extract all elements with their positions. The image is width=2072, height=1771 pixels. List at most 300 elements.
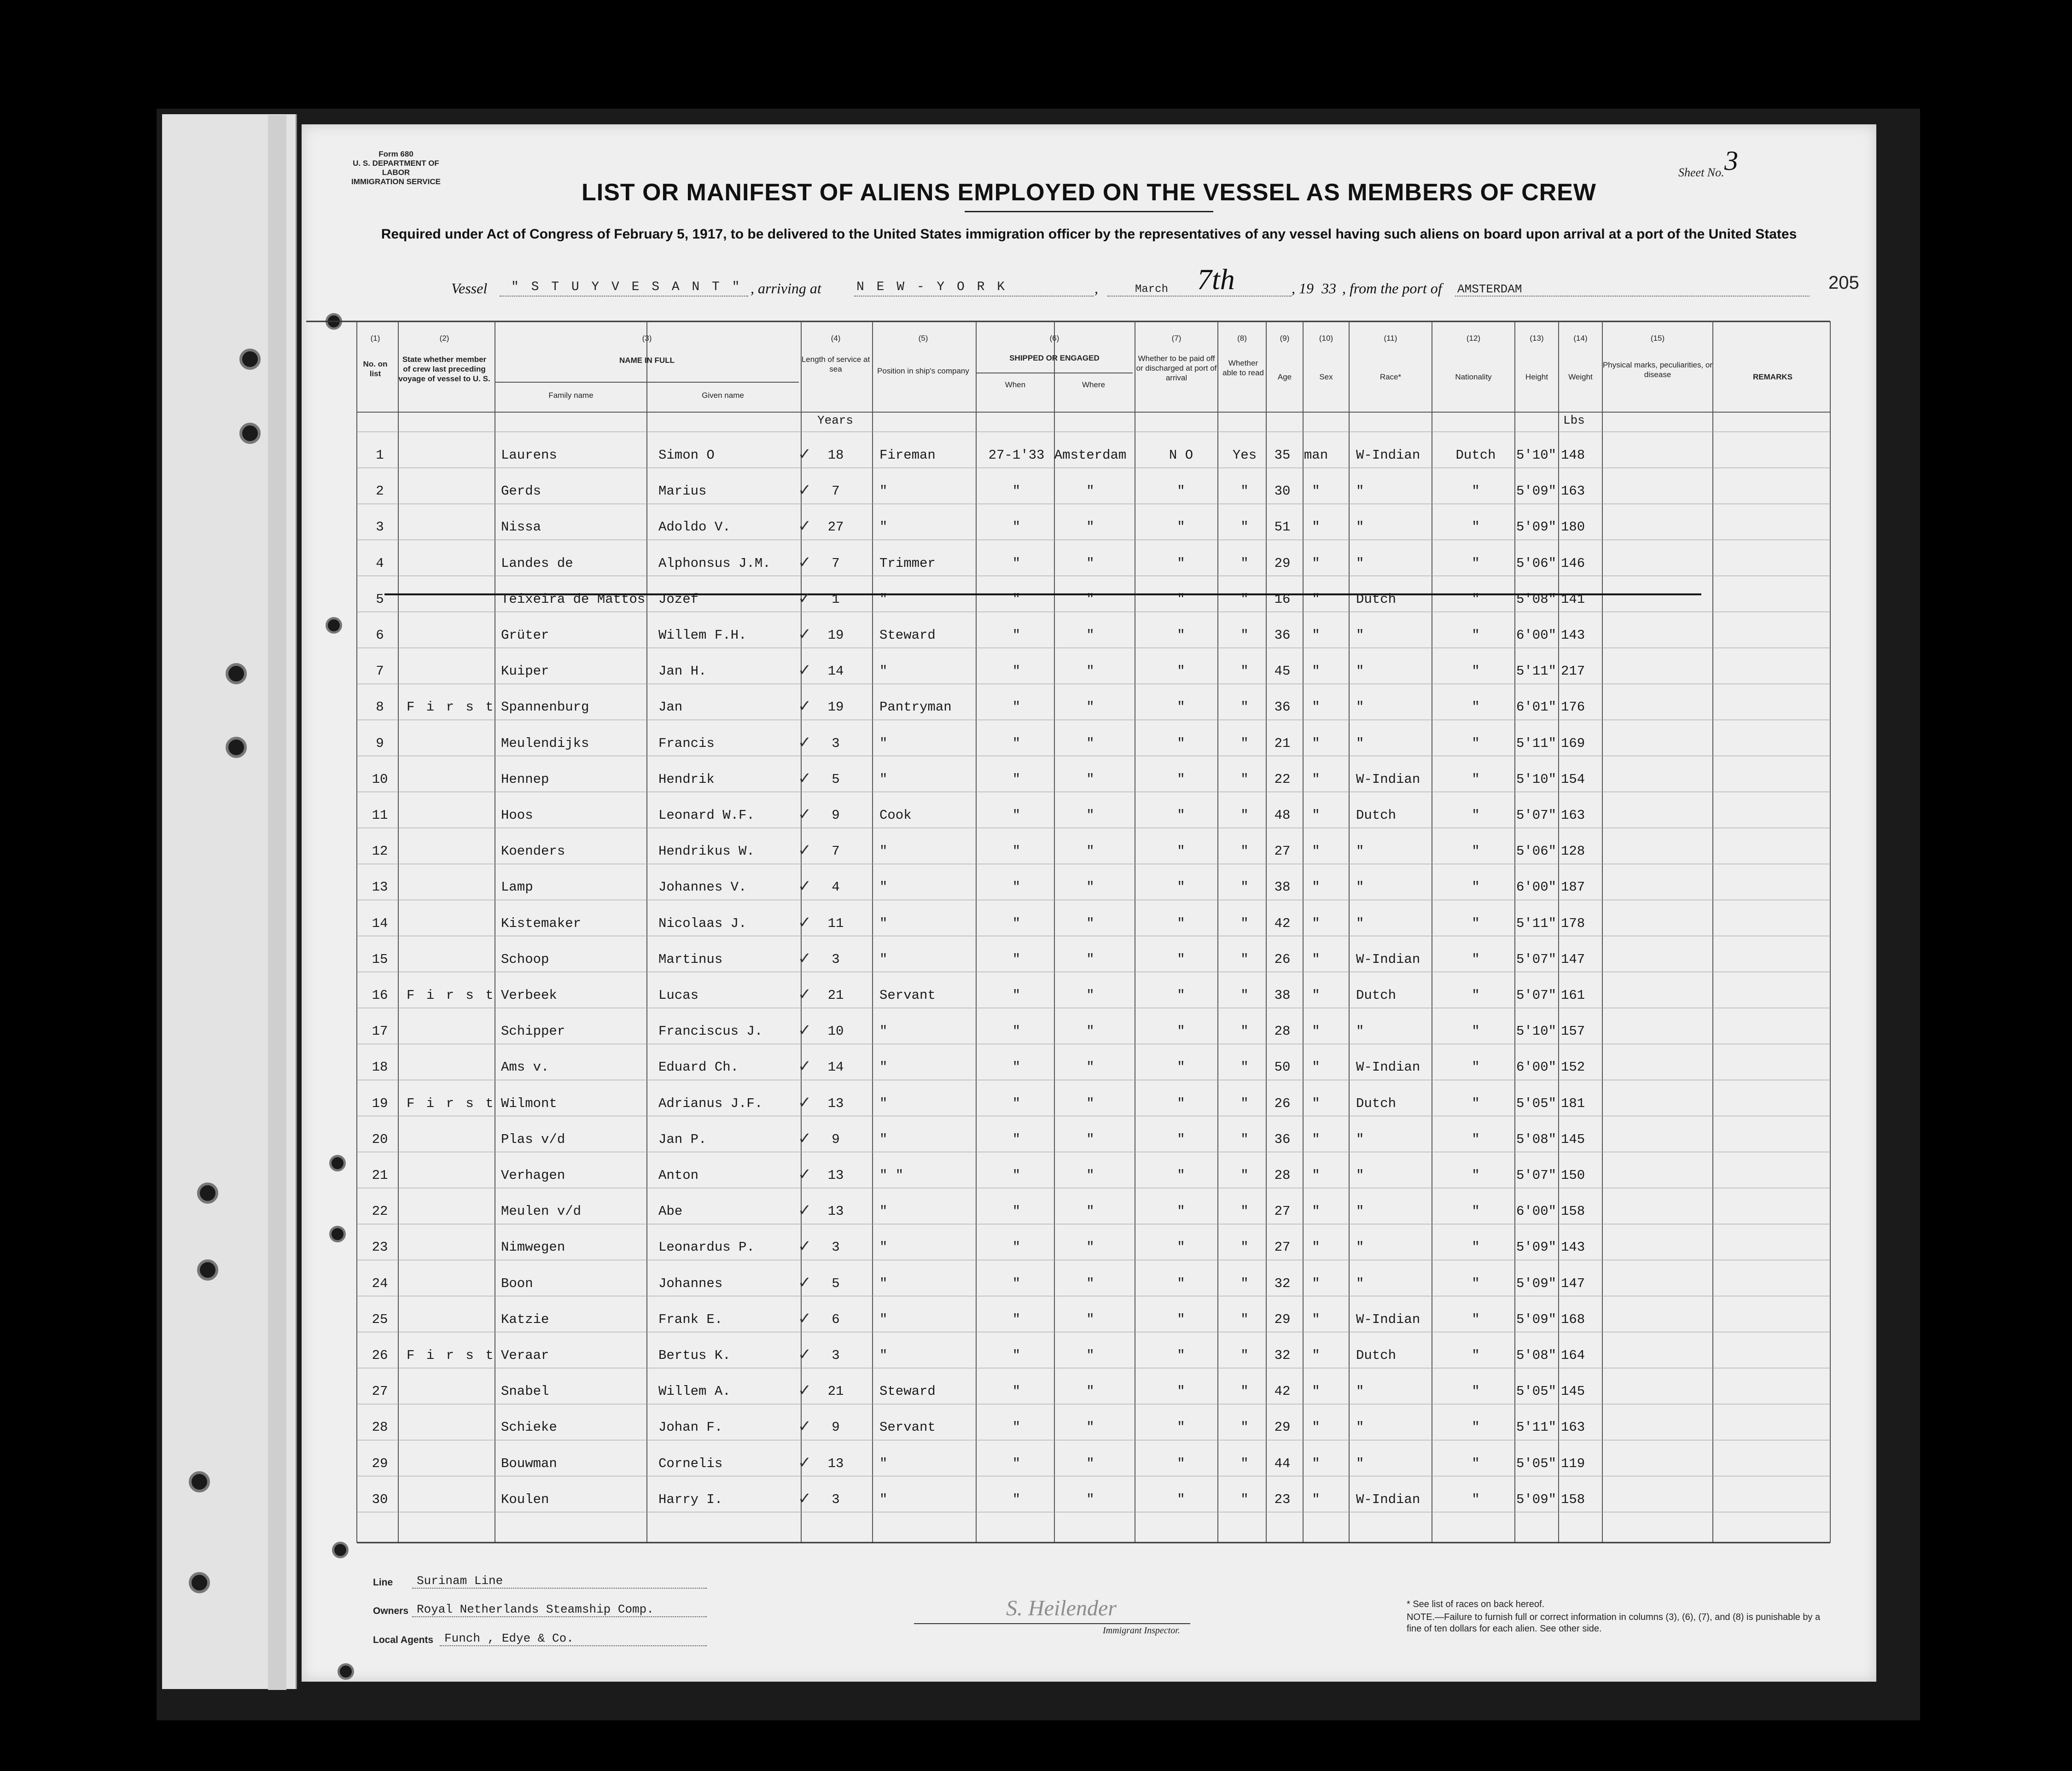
position: Steward: [879, 628, 936, 643]
able-to-read: ": [1240, 699, 1249, 715]
race: ": [1356, 664, 1364, 679]
checkmark-icon: ✓: [799, 445, 810, 466]
height: 5'11": [1516, 735, 1557, 751]
shipped-where: ": [1086, 1276, 1094, 1291]
able-to-read: ": [1240, 519, 1249, 535]
given-name: Hendrik: [658, 771, 715, 787]
able-to-read: ": [1240, 1240, 1249, 1255]
sex: ": [1312, 1420, 1320, 1435]
race: ": [1356, 484, 1364, 499]
given-name: Bertus K.: [658, 1348, 731, 1363]
nationality: ": [1472, 771, 1480, 787]
family-name: Nimwegen: [501, 1240, 565, 1255]
weight: 217: [1561, 664, 1585, 679]
header-when: When: [1005, 380, 1026, 389]
header-state-member: State whether member of crew last preceding voyage of vessel to U. S.: [398, 355, 490, 383]
able-to-read: ": [1240, 951, 1249, 967]
nationality: ": [1472, 1348, 1480, 1363]
nationality: ": [1472, 735, 1480, 751]
header-given-name: Given name: [702, 391, 744, 400]
family-name: Koenders: [501, 844, 565, 859]
age: 51: [1274, 519, 1291, 535]
checkmark-icon: ✓: [799, 1381, 810, 1402]
header-able-read: Whether able to read: [1222, 359, 1264, 377]
row-number: 4: [376, 555, 384, 571]
row-number: 9: [376, 735, 384, 751]
header-remarks: REMARKS: [1753, 373, 1793, 381]
shipped-where: ": [1086, 1168, 1094, 1183]
sex: ": [1312, 664, 1320, 679]
shipped-where: ": [1086, 555, 1094, 571]
row-number: 3: [376, 519, 384, 535]
height: 5'09": [1516, 1240, 1557, 1255]
year-prefix: , 19: [1292, 280, 1314, 297]
race: ": [1356, 1024, 1364, 1039]
given-name: Leonard W.F.: [658, 808, 755, 823]
weight: 158: [1561, 1204, 1585, 1219]
shipped-where: ": [1086, 519, 1094, 535]
row-number: 7: [376, 664, 384, 679]
shipped-when: ": [1012, 1095, 1021, 1111]
header-age: Age: [1277, 373, 1292, 381]
checkmark-icon: ✓: [799, 1309, 810, 1330]
binder-hole: [226, 737, 247, 758]
sex: ": [1312, 844, 1320, 859]
header-paid-off: Whether to be paid off or discharged at port of arrival: [1136, 354, 1217, 382]
paid-off: ": [1177, 771, 1185, 787]
col-number-6: (6): [1049, 334, 1059, 343]
paid-off: ": [1177, 1095, 1185, 1111]
height: 5'09": [1516, 519, 1557, 535]
race: ": [1356, 1131, 1364, 1147]
nationality: ": [1472, 1240, 1480, 1255]
race: Dutch: [1356, 808, 1397, 823]
sex: ": [1312, 1384, 1320, 1399]
checkmark-icon: ✓: [799, 1057, 810, 1078]
nationality: ": [1472, 1168, 1480, 1183]
weight: 147: [1561, 1276, 1585, 1291]
state-member: F i r s t: [407, 988, 495, 1003]
paid-off: ": [1177, 1491, 1185, 1507]
length-of-service: 18: [827, 448, 844, 463]
given-name: Simon O: [658, 448, 715, 463]
given-name: Willem F.H.: [658, 628, 747, 643]
col-number-13: (13): [1530, 334, 1544, 343]
height: 5'09": [1516, 484, 1557, 499]
length-of-service: 27: [827, 519, 844, 535]
family-name: Boon: [501, 1276, 533, 1291]
able-to-read: ": [1240, 1060, 1249, 1075]
row-number: 28: [372, 1420, 388, 1435]
able-to-read: Yes: [1232, 448, 1257, 463]
height: 6'00": [1516, 628, 1557, 643]
row-number: 26: [372, 1348, 388, 1363]
length-of-service: 19: [827, 628, 844, 643]
weight: 145: [1561, 1131, 1585, 1147]
race: Dutch: [1356, 1095, 1397, 1111]
paid-off: ": [1177, 844, 1185, 859]
checkmark-icon: ✓: [799, 1129, 810, 1150]
col-number-9: (9): [1280, 334, 1290, 343]
able-to-read: ": [1240, 664, 1249, 679]
given-name: Hendrikus W.: [658, 844, 755, 859]
able-to-read: ": [1240, 844, 1249, 859]
position: " ": [879, 1168, 904, 1183]
checkmark-icon: ✓: [799, 1273, 810, 1294]
binder-hole: [239, 349, 261, 370]
inspector-signature: S. Heilender: [1006, 1596, 1117, 1620]
row-number: 22: [372, 1204, 388, 1219]
height: 6'00": [1516, 1060, 1557, 1075]
shipped-when: ": [1012, 880, 1021, 895]
comma: ,: [1094, 280, 1098, 297]
shipped-where: ": [1086, 1240, 1094, 1255]
able-to-read: ": [1240, 1095, 1249, 1111]
paid-off: ": [1177, 484, 1185, 499]
paid-off: ": [1177, 880, 1185, 895]
sex: ": [1312, 735, 1320, 751]
shipped-where: ": [1086, 628, 1094, 643]
family-name: Katzie: [501, 1311, 549, 1327]
checkmark-icon: ✓: [799, 625, 810, 646]
page-number: 205: [1828, 273, 1859, 293]
row-number: 2: [376, 484, 384, 499]
height: 5'11": [1516, 1420, 1557, 1435]
family-name: Hoos: [501, 808, 533, 823]
race: W-Indian: [1356, 1060, 1420, 1075]
shipped-where: ": [1086, 951, 1094, 967]
shipped-where: ": [1086, 880, 1094, 895]
binder-hole: [197, 1183, 218, 1204]
age: 16: [1274, 591, 1291, 607]
sex: ": [1312, 1311, 1320, 1327]
sex: ": [1312, 880, 1320, 895]
line-dotted: [412, 1588, 707, 1589]
department: U. S. DEPARTMENT OF LABOR: [353, 159, 439, 177]
checkmark-icon: ✓: [799, 661, 810, 682]
checkmark-icon: ✓: [799, 985, 810, 1006]
family-name: Schieke: [501, 1420, 557, 1435]
age: 26: [1274, 1095, 1291, 1111]
position: Servant: [879, 988, 936, 1003]
row-number: 27: [372, 1384, 388, 1399]
service: IMMIGRATION SERVICE: [351, 177, 441, 186]
owners-value: Royal Netherlands Steamship Comp.: [417, 1602, 654, 1616]
race: Dutch: [1356, 988, 1397, 1003]
shipped-where: ": [1086, 771, 1094, 787]
col-number-4: (4): [831, 334, 841, 343]
shipped-where: ": [1086, 988, 1094, 1003]
col-number-11: (11): [1384, 334, 1397, 343]
length-of-service: 7: [832, 844, 840, 859]
nationality: ": [1472, 951, 1480, 967]
able-to-read: ": [1240, 1420, 1249, 1435]
weight: 178: [1561, 915, 1585, 931]
nationality: ": [1472, 628, 1480, 643]
checkmark-icon: ✓: [799, 481, 810, 502]
paid-off: ": [1177, 519, 1185, 535]
sheet-label: Sheet No.: [1678, 166, 1724, 179]
owners-dotted: [412, 1616, 707, 1617]
weight: 148: [1561, 448, 1585, 463]
row-number: 24: [372, 1276, 388, 1291]
race: Dutch: [1356, 591, 1397, 607]
col-number-3: (3): [642, 334, 652, 343]
vessel-name: " S T U Y V E S A N T ": [511, 280, 742, 294]
shipped-when: ": [1012, 591, 1021, 607]
age: 38: [1274, 988, 1291, 1003]
shipped-where: ": [1086, 1384, 1094, 1399]
arriving-port: N E W - Y O R K: [856, 280, 1007, 294]
shipped-when: ": [1012, 1060, 1021, 1075]
family-name: Meulendijks: [501, 735, 589, 751]
nationality: ": [1472, 1420, 1480, 1435]
header-nationality: Nationality: [1455, 373, 1492, 381]
weight: 152: [1561, 1060, 1585, 1075]
age: 29: [1274, 1311, 1291, 1327]
shipped-when: ": [1012, 1384, 1021, 1399]
age: 44: [1274, 1456, 1291, 1471]
nationality: ": [1472, 484, 1480, 499]
paid-off: ": [1177, 591, 1185, 607]
age: 48: [1274, 808, 1291, 823]
height: 5'07": [1516, 808, 1557, 823]
sex: ": [1312, 1276, 1320, 1291]
given-name: Leonardus P.: [658, 1240, 755, 1255]
length-of-service: 3: [832, 1348, 840, 1363]
checkmark-icon: ✓: [799, 1201, 810, 1222]
shipped-when: ": [1012, 1311, 1021, 1327]
position: Pantryman: [879, 699, 952, 715]
paid-off: ": [1177, 808, 1185, 823]
checkmark-icon: ✓: [799, 588, 810, 610]
family-name: Schipper: [501, 1024, 565, 1039]
family-name: Laurens: [501, 448, 557, 463]
age: 28: [1274, 1024, 1291, 1039]
family-name: Nissa: [501, 519, 541, 535]
position: Trimmer: [879, 555, 936, 571]
length-of-service: 3: [832, 951, 840, 967]
position: ": [879, 484, 888, 499]
weight: 157: [1561, 1024, 1585, 1039]
family-name: Snabel: [501, 1384, 549, 1399]
age: 21: [1274, 735, 1291, 751]
paid-off: ": [1177, 628, 1185, 643]
height: 6'01": [1516, 699, 1557, 715]
header-no-on-list: No. on list: [363, 360, 388, 378]
sex: ": [1312, 808, 1320, 823]
race: ": [1356, 1204, 1364, 1219]
race: W-Indian: [1356, 1491, 1420, 1507]
height: 5'09": [1516, 1276, 1557, 1291]
family-name: Kuiper: [501, 664, 549, 679]
weight: 143: [1561, 628, 1585, 643]
length-of-service: 9: [832, 1420, 840, 1435]
shipped-where: ": [1086, 1204, 1094, 1219]
age: 23: [1274, 1491, 1291, 1507]
row-number: 18: [372, 1060, 388, 1075]
family-name: Verhagen: [501, 1168, 565, 1183]
shipped-when: ": [1012, 699, 1021, 715]
weight: 168: [1561, 1311, 1585, 1327]
nationality: ": [1472, 808, 1480, 823]
position: ": [879, 844, 888, 859]
position: ": [879, 1060, 888, 1075]
paid-off: ": [1177, 1348, 1185, 1363]
paid-off: ": [1177, 951, 1185, 967]
shipped-when: ": [1012, 1240, 1021, 1255]
race: ": [1356, 628, 1364, 643]
inspector-label: Immigrant Inspector.: [1103, 1625, 1180, 1636]
given-name: Franciscus J.: [658, 1024, 763, 1039]
header-sex: Sex: [1319, 373, 1333, 381]
checkmark-icon: ✓: [799, 877, 810, 898]
given-name: Martinus: [658, 951, 723, 967]
binding-strip: [268, 115, 286, 1690]
shipped-where: ": [1086, 808, 1094, 823]
weight: 145: [1561, 1384, 1585, 1399]
position: ": [879, 951, 888, 967]
checkmark-icon: ✓: [799, 1165, 810, 1186]
position: Steward: [879, 1384, 936, 1399]
length-of-service: 13: [827, 1168, 844, 1183]
family-name: Lamp: [501, 880, 533, 895]
paid-off: ": [1177, 988, 1185, 1003]
shipped-when: ": [1012, 1131, 1021, 1147]
age: 22: [1274, 771, 1291, 787]
position: ": [879, 1491, 888, 1507]
paid-off: ": [1177, 1060, 1185, 1075]
checkmark-icon: ✓: [799, 697, 810, 718]
given-name: Adoldo V.: [658, 519, 731, 535]
family-name: Verbeek: [501, 988, 557, 1003]
row-number: 25: [372, 1311, 388, 1327]
sex: ": [1312, 1095, 1320, 1111]
row-number: 12: [372, 844, 388, 859]
nationality: ": [1472, 1095, 1480, 1111]
able-to-read: ": [1240, 735, 1249, 751]
race: ": [1356, 1168, 1364, 1183]
sex: ": [1312, 1204, 1320, 1219]
weight: 146: [1561, 555, 1585, 571]
nationality: ": [1472, 699, 1480, 715]
shipped-when: ": [1012, 771, 1021, 787]
agents-value: Funch , Edye & Co.: [444, 1631, 574, 1645]
sex: ": [1312, 915, 1320, 931]
race: W-Indian: [1356, 951, 1420, 967]
shipped-when: ": [1012, 988, 1021, 1003]
paid-off: ": [1177, 699, 1185, 715]
col-number-2: (2): [439, 334, 449, 343]
length-of-service: 7: [832, 555, 840, 571]
row-number: 5: [376, 591, 384, 607]
nationality: ": [1472, 519, 1480, 535]
from-port: AMSTERDAM: [1457, 282, 1522, 296]
age: 45: [1274, 664, 1291, 679]
header-physical-marks: Physical marks, peculiarities, or disease: [1602, 361, 1713, 379]
checkmark-icon: ✓: [799, 1453, 810, 1474]
shipped-when: ": [1012, 1168, 1021, 1183]
shipped-when: ": [1012, 1456, 1021, 1471]
given-name: Eduard Ch.: [658, 1060, 739, 1075]
sex: ": [1312, 1456, 1320, 1471]
row-number: 17: [372, 1024, 388, 1039]
sex: ": [1312, 699, 1320, 715]
paid-off: ": [1177, 1024, 1185, 1039]
given-name: Jan P.: [658, 1131, 707, 1147]
given-name: Marius: [658, 484, 707, 499]
sex: ": [1312, 988, 1320, 1003]
race: ": [1356, 1384, 1364, 1399]
sex: ": [1312, 628, 1320, 643]
sex: ": [1312, 1240, 1320, 1255]
race: ": [1356, 555, 1364, 571]
state-member: F i r s t: [407, 699, 495, 715]
shipped-where: Amsterdam: [1054, 448, 1127, 463]
height: 5'06": [1516, 844, 1557, 859]
height: 5'10": [1516, 1024, 1557, 1039]
position: Fireman: [879, 448, 936, 463]
height: 5'11": [1516, 664, 1557, 679]
weight: 169: [1561, 735, 1585, 751]
height: 5'07": [1516, 988, 1557, 1003]
line-label: Line: [373, 1577, 393, 1588]
shipped-when: ": [1012, 664, 1021, 679]
race: ": [1356, 844, 1364, 859]
shipped-when: ": [1012, 1024, 1021, 1039]
checkmark-icon: ✓: [799, 517, 810, 538]
nationality: ": [1472, 880, 1480, 895]
weight: 163: [1561, 1420, 1585, 1435]
height: 5'10": [1516, 771, 1557, 787]
length-of-service: 21: [827, 988, 844, 1003]
paid-off: ": [1177, 1204, 1185, 1219]
length-of-service: 13: [827, 1204, 844, 1219]
shipped-when: ": [1012, 1204, 1021, 1219]
race: ": [1356, 1240, 1364, 1255]
position: ": [879, 1240, 888, 1255]
binder-hole: [189, 1572, 210, 1593]
shipped-when: ": [1012, 1491, 1021, 1507]
checkmark-icon: ✓: [799, 1345, 810, 1366]
manifest-page: [302, 124, 1876, 1682]
position: ": [879, 1095, 888, 1111]
race: ": [1356, 915, 1364, 931]
height: 5'09": [1516, 1491, 1557, 1507]
family-name: Spannenburg: [501, 699, 589, 715]
given-name: Lucas: [658, 988, 699, 1003]
able-to-read: ": [1240, 1348, 1249, 1363]
agents-dotted: [440, 1645, 707, 1646]
race: ": [1356, 699, 1364, 715]
shipped-when: ": [1012, 1276, 1021, 1291]
col-number-7: (7): [1171, 334, 1182, 343]
position: ": [879, 1204, 888, 1219]
row-number: 19: [372, 1095, 388, 1111]
age: 32: [1274, 1348, 1291, 1363]
weight: 128: [1561, 844, 1585, 859]
shipped-where: ": [1086, 1491, 1094, 1507]
nationality: ": [1472, 1311, 1480, 1327]
nationality: ": [1472, 844, 1480, 859]
given-name: Johan F.: [658, 1420, 723, 1435]
weight: 176: [1561, 699, 1585, 715]
weight: 161: [1561, 988, 1585, 1003]
length-of-service: 13: [827, 1456, 844, 1471]
arriving-label: , arriving at: [751, 280, 821, 297]
race: ": [1356, 735, 1364, 751]
checkmark-icon: ✓: [799, 1093, 810, 1114]
